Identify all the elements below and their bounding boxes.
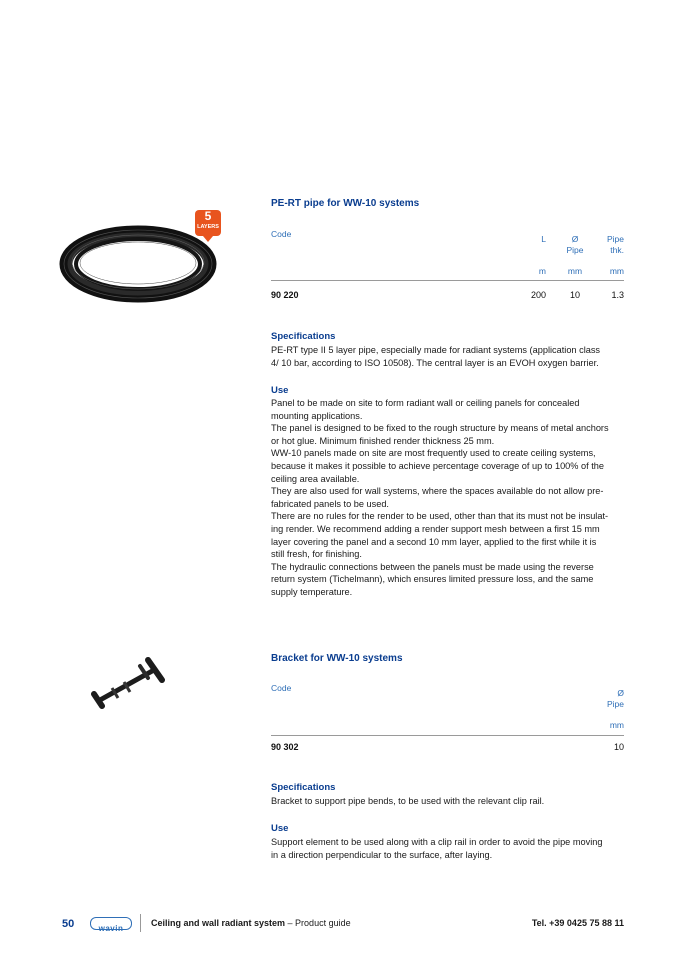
product2-table-divider [271,735,624,736]
product2-title: Bracket for WW-10 systems [271,653,403,664]
use-line: Support element to be used along with a clip rail in order to avoid the pipe moving [271,837,603,847]
product1-thk-header [590,234,624,256]
footer-phone: Tel. +39 0425 75 88 11 [531,918,624,928]
product2-spec-text [271,795,624,808]
use-line: ing render. We recommend adding a render support mesh between a first 15 mm [271,523,600,534]
badge-text: LAYERS [197,224,219,230]
product1-row-diam: 10 [569,290,580,300]
product1-l-unit: m [538,266,546,276]
diameter-symbol: Ø [571,234,579,244]
product1-row-code: 90 220 [271,290,299,300]
product1-spec-text [271,344,624,369]
product2-row-code: 90 302 [271,742,299,752]
use-line: in a direction perpendicular to the surface, after laying. [271,849,493,860]
use-line: layer covering the panel and a second 10 mm layer, applied to the first while it is [271,536,597,547]
thk-label-1: Pipe [606,234,624,244]
product2-diam-header [580,688,624,710]
product1-table-divider [271,280,624,281]
product1-thk-unit: mm [609,266,624,276]
wavin-logo [90,917,132,933]
product2-use-text [271,836,624,861]
product2-spec-heading: Specifications [271,782,336,793]
product2-use-heading: Use [271,823,289,834]
use-line: There are no rules for the render to be used, other than that its must not be insulat- [271,511,609,522]
diameter-label: Pipe [566,245,584,255]
use-line: ceiling area available. [271,473,360,484]
badge-number: 5 [204,209,212,223]
footer-title-bold: Ceiling and wall radiant system [151,918,286,928]
product1-row-thk: 1.3 [611,290,624,300]
use-line: return system (Tichelmann), which ensures limited pressure loss, and the same [271,574,594,585]
spec-line: 4/ 10 bar, according to ISO 10508). The central layer is an EVOH oxygen barrier. [271,357,599,368]
product1-use-heading: Use [271,385,289,396]
use-line: fabricated panels to be used. [271,498,389,509]
product1-diam-header [560,234,590,256]
footer-divider [140,914,141,932]
product1-row-l: 200 [530,290,546,300]
product1-code-header: Code [271,229,292,239]
wavin-logo-text: wavin [98,924,124,933]
footer-title-rest: – Product guide [285,918,351,928]
use-line: or hot glue. Minimum finished render thickness 25 mm. [271,435,495,446]
use-line: because it makes it possible to achieve percentage coverage of up to 100% of the [271,460,605,471]
use-line: still fresh, for finishing. [271,549,362,560]
use-line: supply temperature. [271,586,353,597]
use-line: mounting applications. [271,410,363,421]
diameter-label: Pipe [606,699,624,709]
badge-pointer-icon [203,236,213,242]
spec-line: PE-RT type II 5 layer pipe, especially made for radiant systems (application class [271,345,601,355]
product2-diam-unit: mm [609,720,624,730]
use-line: They are also used for wall systems, where the spaces available do not allow pre- [271,486,604,497]
use-line: The panel is designed to be fixed to the rough structure by means of metal anchors [271,423,609,434]
product1-spec-heading: Specifications [271,331,336,342]
spec-line: Bracket to support pipe bends, to be used with the relevant clip rail. [271,796,545,806]
use-line: Panel to be made on site to form radiant wall or ceiling panels for concealed [271,398,580,408]
footer-title [151,918,351,928]
five-layers-badge [195,210,221,236]
product2-code-header: Code [271,683,292,693]
page-number: 50 [62,918,75,930]
thk-label-2: thk. [610,245,624,255]
product1-title: PE-RT pipe for WW-10 systems [271,198,420,209]
product1-use-text [271,397,624,599]
use-line: WW-10 panels made on site are most frequently used to create ceiling systems, [271,448,596,459]
product2-row-diam: 10 [613,742,624,752]
product1-diam-unit: mm [567,266,583,276]
bracket-image [88,654,170,710]
diameter-symbol: Ø [617,688,624,698]
use-line: The hydraulic connections between the panels must be made using the reverse [271,561,594,572]
product1-l-header: L [541,234,546,244]
